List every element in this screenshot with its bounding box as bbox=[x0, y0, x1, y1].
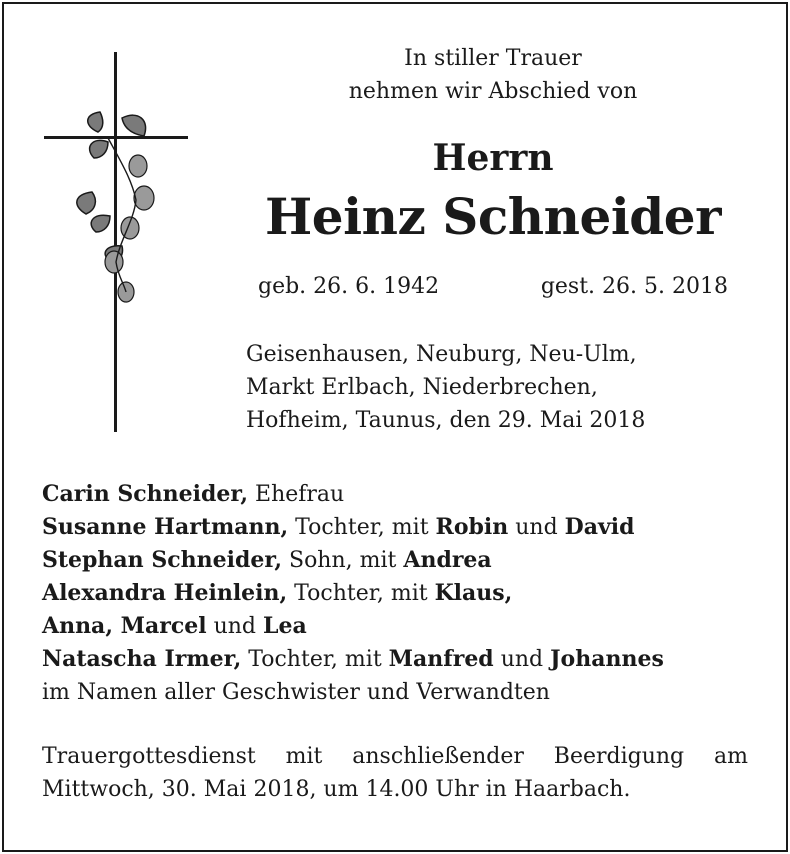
mourner-relation: Tochter, mit bbox=[288, 515, 436, 540]
places-line-1: Geisenhausen, Neuburg, Neu-Ulm, bbox=[246, 342, 637, 367]
birth-date: geb. 26. 6. 1942 bbox=[258, 274, 440, 299]
places-line-2: Markt Erlbach, Niederbrechen, bbox=[246, 375, 598, 400]
mourner-line bbox=[42, 511, 664, 544]
mourner-name: Susanne Hartmann, bbox=[42, 514, 289, 540]
mourner-child-name: Johannes bbox=[550, 646, 664, 672]
mourner-name: Natascha Irmer, bbox=[42, 646, 242, 672]
cross-with-hops-vine-icon bbox=[0, 0, 200, 440]
mourner-child-name: Anna, Marcel bbox=[42, 613, 207, 639]
conjunction: und bbox=[206, 614, 264, 639]
mourner-child-name: Manfred bbox=[388, 646, 494, 672]
places-line-3: Hofheim, Taunus, den 29. Mai 2018 bbox=[246, 408, 646, 433]
conjunction: und bbox=[508, 515, 565, 540]
funeral-service-info bbox=[42, 740, 748, 806]
intro-line-1: In stiller Trauer bbox=[404, 46, 582, 71]
conjunction: und bbox=[493, 647, 551, 672]
deceased-name: Heinz Schneider bbox=[265, 187, 721, 246]
mourner-line bbox=[42, 643, 664, 676]
life-dates bbox=[258, 272, 728, 302]
intro-text bbox=[230, 42, 756, 108]
mourner-relation: Tochter, mit bbox=[241, 647, 389, 672]
salutation: Herrn bbox=[432, 137, 554, 179]
service-line-2: Mittwoch, 30. Mai 2018, um 14.00 Uhr in Haarbach. bbox=[42, 777, 631, 802]
mourners-list bbox=[42, 478, 664, 709]
death-date: gest. 26. 5. 2018 bbox=[540, 274, 728, 299]
mourner-child-name: Lea bbox=[263, 613, 307, 639]
service-line-1: Trauergottesdienst mit anschließender Beerdigung am bbox=[42, 744, 748, 769]
mourner-name: Alexandra Heinlein, bbox=[42, 580, 288, 606]
intro-line-2: nehmen wir Abschied von bbox=[348, 79, 638, 104]
mourner-line bbox=[42, 577, 664, 610]
mourner-relation: Sohn, mit bbox=[282, 548, 404, 573]
mourner-name: Carin Schneider, bbox=[42, 481, 249, 507]
mourner-relation: Ehefrau bbox=[248, 482, 345, 507]
mourner-relation: Tochter, mit bbox=[287, 581, 435, 606]
mourner-line bbox=[42, 544, 664, 577]
places-and-date bbox=[246, 338, 645, 437]
mourner-partner-name: Andrea bbox=[403, 547, 492, 573]
mourner-line bbox=[42, 610, 664, 643]
mourner-line bbox=[42, 478, 664, 511]
mourner-partner-name: Klaus, bbox=[434, 580, 513, 606]
mourner-closing-line: im Namen aller Geschwister und Verwandten bbox=[42, 680, 550, 705]
mourner-child-name: Robin bbox=[435, 514, 509, 540]
mourner-name: Stephan Schneider, bbox=[42, 547, 282, 573]
mourner-child-name: David bbox=[564, 514, 635, 540]
